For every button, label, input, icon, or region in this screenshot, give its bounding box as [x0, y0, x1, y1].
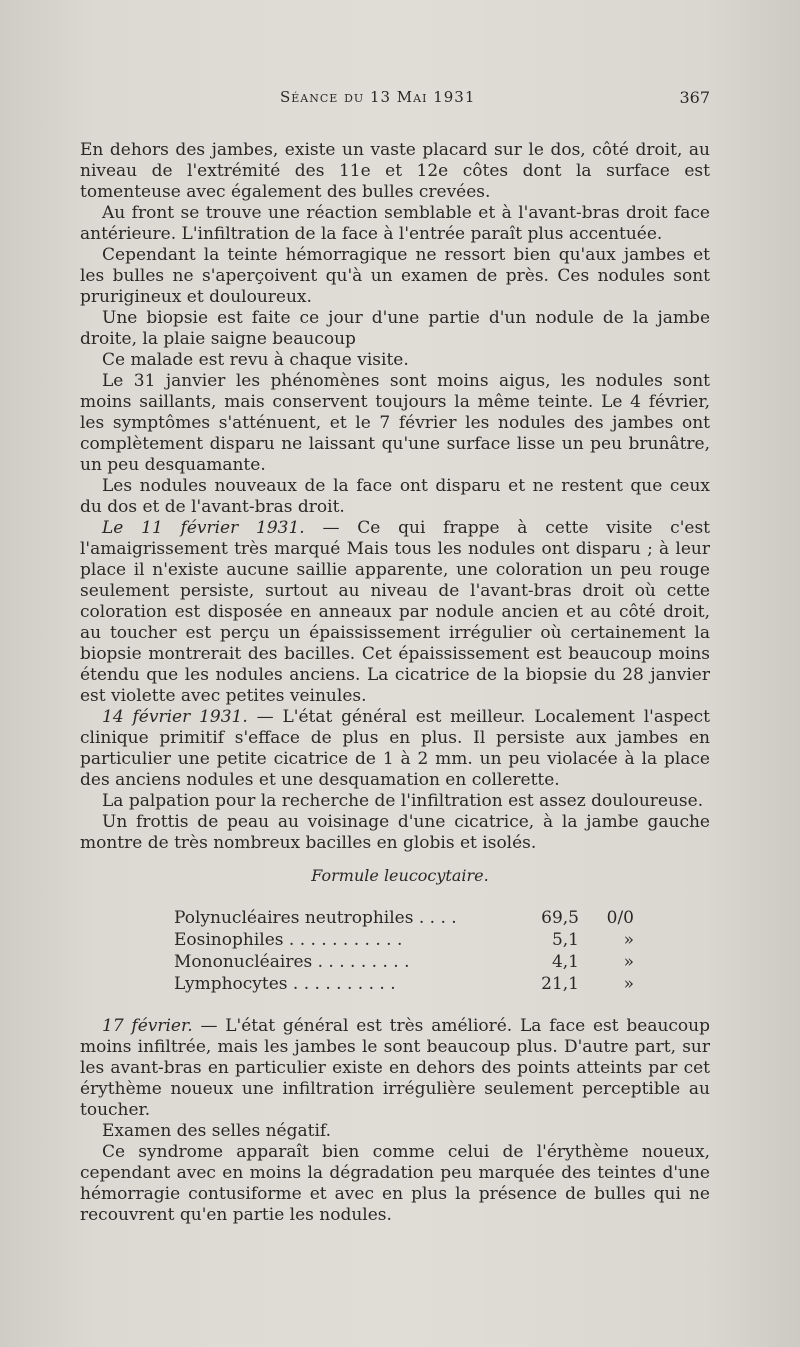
formula-value: 4,1: [551, 952, 579, 972]
body-text-upper: [80, 140, 710, 854]
paragraph-text: — L'état général est très amélioré. La face est beaucoup moins infiltrée, mais les jambes le sont beaucoup plus. D'autre part, sur les avant-bras en particulier existe en dehors des points atteints par cet érythème noueux une infiltration irrégulière seulement perceptible au toucher.: [80, 1016, 710, 1120]
formula-value: 21,1: [541, 974, 579, 994]
paragraph-text: Un frottis de peau au voisinage d'une cicatrice, à la jambe gauche montre de très nombreux bacilles en globis et isolés.: [80, 812, 710, 853]
paragraph-lead: Le 11 février 1931.: [102, 518, 305, 538]
formula-unit: »: [623, 974, 634, 994]
paragraph: [80, 518, 710, 707]
paragraph-text: Au front se trouve une réaction semblable et à l'avant-bras droit face antérieure. L'infiltration de la face à l'entrée paraît plus accentuée.: [80, 203, 710, 244]
paragraph-text: La palpation pour la recherche de l'infiltration est assez douloureuse.: [102, 791, 704, 811]
formula-unit: 0/0: [606, 908, 634, 928]
formula-unit: »: [623, 930, 634, 950]
paragraph: [80, 812, 710, 854]
paragraph: [80, 707, 710, 791]
paragraph-lead: 17 février.: [102, 1016, 193, 1036]
formula-row: [174, 907, 634, 929]
paragraph: [80, 350, 710, 371]
paragraph: [80, 203, 710, 245]
paragraph-text: — Ce qui frappe à cette visite c'est l'amaigrissement très marqué Mais tous les nodules ont disparu ; à leur place il n'existe aucune saillie apparente, une coloration un peu rouge seulement persiste, surtout au niveau de l'avant-bras droit où cette coloration est disposée en anneaux par nodule ancien et au côté droit, au toucher est perçu un épaississement irrégulier où certainement la biopsie montrerait des bacilles. Cet épaississement est beaucoup moins étendu que les nodules anciens. La cicatrice de la biopsie du 28 janvier est violette avec petites veinules.: [80, 518, 710, 706]
formula-label: Polynucléaires neutrophiles . . . .: [174, 908, 457, 928]
paragraph-text: En dehors des jambes, existe un vaste placard sur le dos, côté droit, au niveau de l'extrémité des 11e et 12e côtes dont la surface est tomenteuse avec également des bulles crevées.: [80, 140, 710, 202]
paragraph: [80, 476, 710, 518]
paragraph-text: — L'état général est meilleur. Localement l'aspect clinique primitif s'efface de plus en plus. Il persiste aux jambes en particulier une petite cicatrice de 1 à 2 mm. un peu violacée à la place des anciens nodules et une desquamation en collerette.: [80, 707, 710, 790]
paragraph-text: Cependant la teinte hémorragique ne ressort bien qu'aux jambes et les bulles ne s'aperçoivent qu'à un examen de près. Ces nodules sont prurigineux et douloureux.: [80, 245, 710, 307]
formula-value: 69,5: [541, 908, 579, 928]
paragraph-text: Ce malade est revu à chaque visite.: [102, 350, 409, 370]
paragraph-text: Ce syndrome apparaît bien comme celui de l'érythème noueux, cependant avec en moins la dégradation peu marquée des teintes d'une hémorragie contusiforme et avec en plus la présence de bulles qui ne recouvrent qu'en partie les nodules.: [80, 1142, 710, 1225]
running-head: Séance du 13 Mai 1931: [280, 88, 476, 106]
formula-row: [174, 973, 634, 995]
formula-label: Lymphocytes . . . . . . . . . .: [174, 974, 396, 994]
paragraph: [80, 308, 710, 350]
paragraph: [80, 140, 710, 203]
body-text-lower: [80, 1016, 710, 1226]
formula-row: [174, 929, 634, 951]
paragraph: [80, 1142, 710, 1226]
paragraph: [80, 1016, 710, 1121]
paragraph: [80, 245, 710, 308]
page-header: [80, 88, 710, 114]
paragraph: [80, 791, 710, 812]
formula-unit: »: [623, 952, 634, 972]
formula-row: [174, 951, 634, 973]
page-number: 367: [679, 88, 710, 107]
paragraph-lead: 14 février 1931.: [102, 707, 248, 727]
formula-table: [174, 907, 634, 995]
paragraph-text: Une biopsie est faite ce jour d'une partie d'un nodule de la jambe droite, la plaie saigne beaucoup: [80, 308, 710, 349]
formula-title: Formule leucocytaire.: [311, 866, 489, 885]
paragraph: [80, 371, 710, 476]
paragraph-text: Les nodules nouveaux de la face ont disparu et ne restent que ceux du dos et de l'avant-bras droit.: [80, 476, 710, 517]
paragraph: [80, 1121, 710, 1142]
paragraph-text: Le 31 janvier les phénomènes sont moins aigus, les nodules sont moins saillants, mais conservent toujours la même teinte. Le 4 février, les symptômes s'atténuent, et le 7 février les nodules des jambes ont complètement disparu ne laissant qu'une surface lisse un peu brunâtre, un peu desquamante.: [80, 371, 710, 475]
formula-value: 5,1: [551, 930, 579, 950]
paragraph-text: Examen des selles négatif.: [102, 1121, 331, 1141]
formula-label: Eosinophiles . . . . . . . . . . .: [174, 930, 403, 950]
formula-label: Mononucléaires . . . . . . . . .: [174, 952, 410, 972]
